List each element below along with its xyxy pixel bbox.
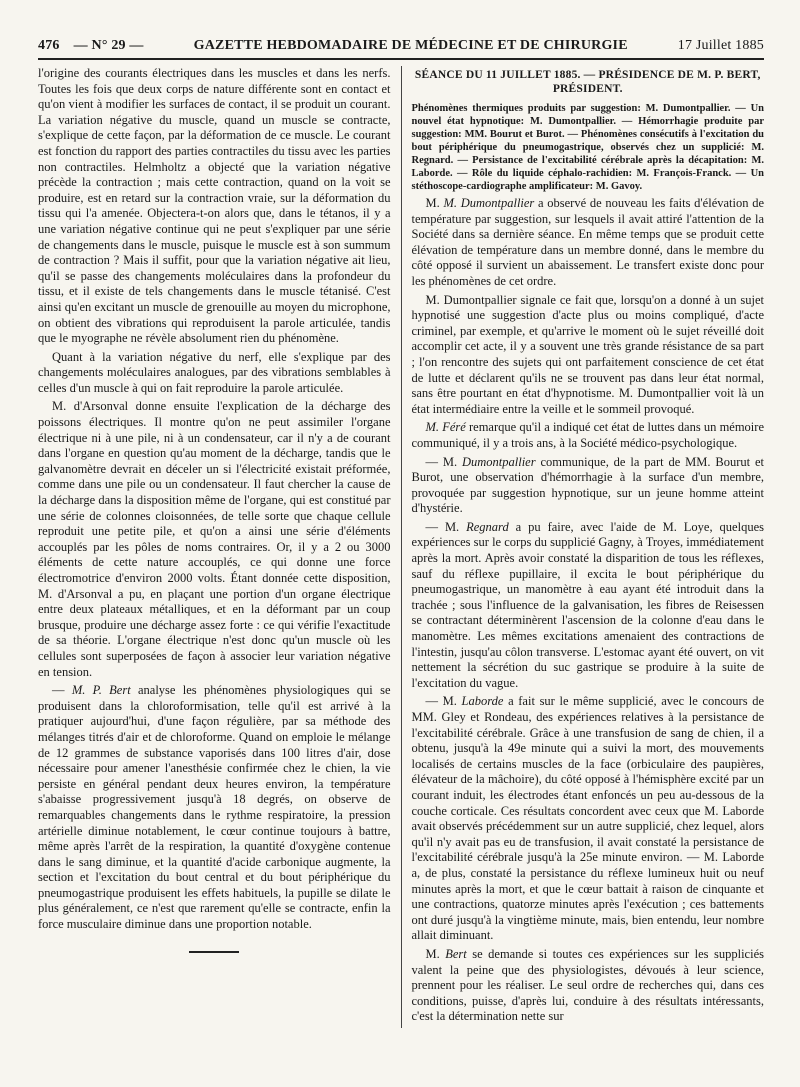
paragraph-text: analyse les phénomènes physiologiques qui se produisent dans la chloroformisation, telle qu'il est arrivé à la pratiquer aujourd'hui, d'une façon régulière, par sa méthode des mélanges titrés d'air et de chloroforme. Quand on emploie le mélange de 12 grammes de substance vaporisés dans 100 litres d'air, dose nécessaire pour amener l'anesthésie confirmée chez le chien, la vie persiste en général pendant deux heures environ, la température s'abaisse progressivement jusqu'à 18 degrés, on observe de remarquables changements dans le rythme respiratoire, la pression artérielle diminue notablement, le cœur continue toujours à battre, même après l'arrêt de la respiration, la quantité d'oxygène contenue dans le sang diminue, et la quantité d'acide carbonique augmente, la section et l'excitation du bout central et du bout périphérique du pneumogastrique produisent les effets habituels, la pupille se dilate le plus généralement, ce n'est que rarement qu'elle se contracte, enfin la force musculaire diminue dans une proportion notable. xyxy=(38,683,391,932)
speaker-name: Regnard xyxy=(466,519,509,534)
speaker-name: M. Féré xyxy=(425,420,466,435)
right-column xyxy=(401,66,765,1028)
paragraph: l'origine des courants électriques dans les muscles et dans les nerfs. Toutes les fois que deux corps de nature différente sont en contact et qu'on vient à modifier les surfaces de contact, il se produit un courant. La variation négative du muscle, quand un muscle se contracte, s'explique de cette façon, par la déformation de ce muscle. Le courant est fonction du rapport des parties contractiles du tissu avec les parties non contractiles. Helmholtz a objecté que la variation négative précède la contraction ; mais cette contraction, quand on la voit se produire, est en retard sur la contraction vraie, sur la déformation du tissu qui l'a amenée. Objectera-t-on alors que, dans le tétanos, il y a une variation négative continue qui ne peut s'expliquer par une série de changements dans le muscle, puisque le muscle est à son summum de contraction ? Mais il suffit, pour que la variation négative ait lieu, qu'il se passe des changements moléculaires dans la profondeur du tissu, et il existe de tels changements dans le muscle tétanisé. C'est ainsi qu'en excitant un muscle de grenouille au moyen du microphone, on obtient des vibrations qui reproduisent la parole articulée, tandis que le myographe ne révèle absolument rien du phénomène. xyxy=(38,66,391,346)
paragraph: Quant à la variation négative du nerf, elle s'explique par des changements moléculaires analogues, par des vibrations semblables à celles d'un muscle à qui on fait reproduire la parole articulée. xyxy=(38,349,391,395)
page-number: 476 xyxy=(38,38,60,53)
paragraph-text: communique, de la part de MM. Bourut et Burot, une observation d'hémorrhagie à la surface d'un membre, provoquée par suggestion hypnotique, sur un jeune homme atteint d'hystérie. xyxy=(411,454,764,516)
speaker-name: Laborde xyxy=(461,694,504,709)
paragraph xyxy=(412,694,765,944)
session-summary: Phénomènes thermiques produits par suggestion: M. Dumontpallier. — Un nouvel état hypnotique: M. Dumontpallier. — Hémorrhagie produite par suggestion: MM. Bourut et Burot. — Phénomènes consécutifs à l'excitation du bout périphérique du pneumogastrique, observés chez un supplicié: M. Regnard. — Persistance de l'excitabilité cérébrale après la décapitation: M. Laborde. — Rôle du liquide céphalo-rachidien: M. François-Franck. — Un stéthoscope-cardiographe amplificateur: M. Gavoy. xyxy=(411,103,764,192)
issue-date: 17 Juillet 1885 xyxy=(677,38,764,53)
text-columns xyxy=(38,66,764,1028)
session-heading: SÉANCE DU 11 JUILLET 1885. — PRÉSIDENCE DE M. P. BERT, PRÉSIDENT. xyxy=(414,69,761,95)
speaker-name: M. Dumontpallier xyxy=(443,196,535,210)
paragraph xyxy=(412,455,765,517)
paragraph-text: a pu faire, avec l'aide de M. Loye, quelques expériences sur le corps du supplicié Gagny, à Troyes, immédiatement après la mort. Après avoir constaté la disparition de tous les réflexes, sauf du réflexe pupillaire, il excita le bout périphérique du pneumogastrique, un manomètre à eau ayant été introduit dans la trachée ; sous l'influence de la galvanisation, les fibres de Reisessen se contractant déterminèrent l'ascension de la colonne d'eau dans le manomètre. Les mêmes excitations amenaient des contractions de l'intestin, jusqu'au côlon transverse. L'estomac ayant été ouvert, on vit nettement la sécrétion du suc gastrique se produire à la suite de l'excitation du vague. xyxy=(411,519,764,690)
paragraph-text: remarque qu'il a indiqué cet état de luttes dans un mémoire communiqué, il y a trois ans, à la Société médico-psychologique. xyxy=(411,420,764,450)
paragraph: M. d'Arsonval donne ensuite l'explication de la décharge des poissons électriques. Il montre qu'on ne peut assimiler l'organe électrique ni à une pile, ni à un condensateur, car il n'y a de courant dans l'organe en question qu'au moment de la décharge, tandis que le galvanomètre devrait en déceler un si l'électricité existait préformée, comme dans une pile ou un condensateur. Il faut chercher la cause de la décharge dans la disposition même de l'organe, qui est constitué par une série de colonnes cloisonnées, de telle sorte que chaque cellule reproduit une petite pile, et qu'on a ainsi une série d'éléments accouplés par les pôles de noms contraires. Or, il y a 2 ou 3000 éléments de cette nature accouplés, ce qui donne une force électromotrice d'environ 2000 volts. Étant donnée cette disposition, M. d'Arsonval a pu, en plaçant une portion d'un organe électrique entre deux plateaux métalliques, et en la déformant par un coup brusque, produire une décharge assez forte : ce qui vérifie l'exactitude de sa théorie. L'organe électrique n'est donc qu'un muscle où les cellules sont superposées de façon à associer leur variation négative en tension. xyxy=(38,399,391,679)
issue-number: — N° 29 — xyxy=(73,38,144,53)
dash-prefix: — M. xyxy=(425,519,467,534)
speaker-name: M. P. Bert xyxy=(71,683,131,698)
paragraph: M. M. Dumontpallier a observé de nouveau les faits d'élévation de température par suggestion, sur lesquels il avait attiré l'attention de la Société dans sa dernière séance. En même temps que se produit cette élévation de température dans un membre donné, dans le membre du côté opposé il survient un abaissement. Le transfert existe donc pour les phénomènes de cet ordre. xyxy=(411,196,764,288)
prefix: M. xyxy=(425,946,446,961)
paragraph: M. Dumontpallier signale ce fait que, lorsqu'on a donné à un sujet hypnotisé une suggestion d'acte plus ou moins compliqué, d'acte criminel, par exemple, et qu'arrive le moment où le sujet réveillé doit accomplir cet acte, il y a souvent une très grande résistance de sa part ; l'on rencontre des sujets qui ont parfaitement conscience de cet état de lutte et déclarent qu'ils ne se trouvent pas dans leur état normal, sans être pourtant en état d'hypnotisme. M. Dumontpallier voit là un état intermédiaire entre la veille et le sommeil provoqué. xyxy=(411,292,764,416)
paragraph-text: a fait sur le même supplicié, avec le concours de MM. Gley et Rondeau, des expériences relatives à la persistance de l'excitabilité cérébrale. Grâce à une transfusion de sang de chien, il a obtenu, jusqu'à la 49e minute qui a suivi la mort, des mouvements localisés de certains muscles de la face (orbiculaire des paupières, élévateur de la mâchoire), du côté opposé à l'hémisphère excité par un courant induit, les électrodes étant enfoncés un peu au-dessous de la couche corticale. Ces résultats concordent avec ceux que M. Laborde avait observés précédemment sur un autre supplicié, chez lequel, alors qu'il n'y avait pas eu de transfusion, il avait constaté la persistance de l'excitabilité cérébrale jusqu'à la 25e minute environ. — M. Laborde a, de plus, constaté la persistance du réflexe lumineux huit ou neuf minutes après la mort, et que le cœur battait à raison de cinquante et une contractions, quatorze minutes après l'exécution ; ces battements ont duré jusqu'à la vingtième minute, mais, bien entendu, leur nombre allait diminuant. xyxy=(411,694,764,943)
paragraph xyxy=(412,420,765,451)
section-divider xyxy=(189,951,239,953)
paragraph xyxy=(412,947,765,1025)
paragraph-text: se demande si toutes ces expériences sur les suppliciés valent la peine que des physiologistes, dévoués à leur science, prennent pour les réaliser. Le seul ordre de recherches qui, dans ces conditions, puisse, d'après lui, conduire à des résultats intéressants, c'est la détermination nette sur xyxy=(411,946,764,1024)
paragraph xyxy=(412,520,765,692)
running-header xyxy=(38,0,764,60)
paragraph-text: a observé de nouveau les faits d'élévation de température par suggestion, sur lesquels il avait attiré l'attention de la Société dans sa dernière séance. En même temps que se produit cette élévation de température dans un membre donné, dans le membre du côté opposé il survient un abaissement. Le transfert existe donc pour les phénomènes de cet ordre. xyxy=(411,196,764,288)
dash-prefix: — M. xyxy=(425,454,462,469)
left-column xyxy=(38,66,401,1028)
dash-prefix: — M. xyxy=(425,694,462,709)
speaker-name: Dumontpallier xyxy=(461,454,536,469)
journal-title: GAZETTE HEBDOMADAIRE DE MÉDECINE ET DE CHIRURGIE xyxy=(193,38,628,53)
speaker-name: Bert xyxy=(445,946,467,961)
paragraph: — M. P. Bert analyse les phénomènes physiologiques qui se produisent dans la chloroformisation, telle qu'il est arrivé à la pratiquer aujourd'hui, d'une façon régulière, par sa méthode des mélanges titrés d'air et de chloroforme. Quand on emploie le mélange de 12 grammes de substance vaporisés dans 100 litres d'air, dose nécessaire pour amener l'anesthésie confirmée chez le chien, la vie persiste en général pendant deux heures environ, la température s'abaisse progressivement jusqu'à 18 degrés, on observe de remarquables changements dans le rythme respiratoire, la pression artérielle diminue notablement, le cœur continue toujours à battre, même après l'arrêt de la respiration, la quantité d'oxygène contenue dans le sang diminue, et la quantité d'acide carbonique augmente, la section et l'excitation du bout central et du bout périphérique du pneumogastrique produisent les effets habituels, la pupille se dilate le plus généralement, ce n'est que rarement qu'elle se contracte, enfin la force musculaire diminue dans une proportion notable. xyxy=(38,683,391,932)
